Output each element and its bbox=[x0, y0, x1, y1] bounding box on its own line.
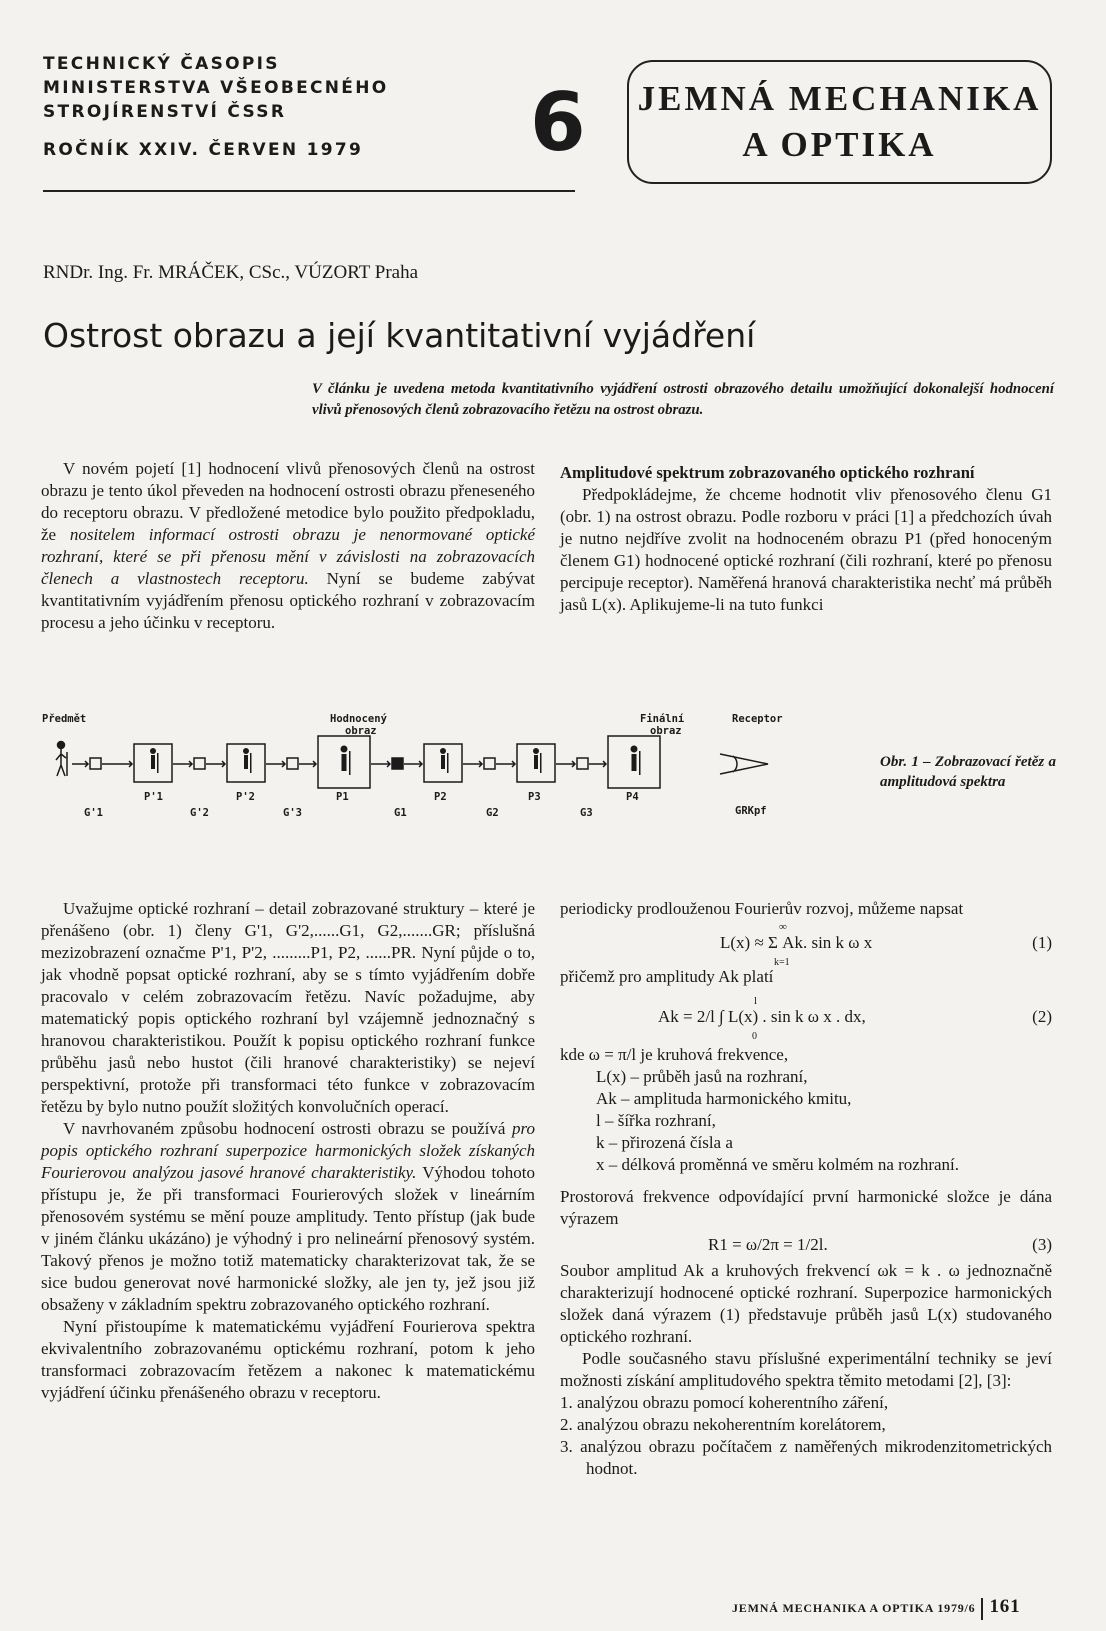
equation-2-int-top: l bbox=[754, 995, 758, 1007]
definition-k: k – přirozená čísla a bbox=[596, 1133, 733, 1152]
left-paragraph-4: Nyní přistoupíme k matematickému vyjádření Fourierova spektra ekvivalentního zobrazovanému optickému rozhraní, potom k jeho transformaci zobrazovacím řetězem a nakonec k matematickému vyjádření účinku přenášeného obrazu v receptoru. bbox=[41, 1317, 535, 1402]
left-p3-emphasis: pro popis optického rozhraní superpozice harmonických složek získaných Fourierovou analýzou jasové hranové charakteristiky. bbox=[41, 1119, 535, 1182]
masthead-rule bbox=[43, 190, 575, 192]
label-finalni-obraz: obraz bbox=[650, 725, 682, 737]
page-footer bbox=[732, 1596, 1020, 1620]
masthead-line-3: STROJÍRENSTVÍ ČSSR bbox=[43, 102, 287, 122]
equation-2-number: (2) bbox=[1032, 1007, 1052, 1026]
image-figure-icon-2 bbox=[243, 748, 252, 773]
equation-1-sum-bottom: k=1 bbox=[774, 957, 790, 968]
left-p3-text-b: Výhodou tohoto přístupu je, že při transformaci Fourierových složek v lineárním přenosovém systému se mění pouze amplitudy. Tento přístup (jak bude v jiném článku ukázáno) je výhodný i pro nelineární přenosový systém. Takový přenos je možno totiž matematicky charakterizovat tak, že se sice budou generovat nové harmonické složky, ale jen ty, jež jsou již obsaženy v základním spektru zobrazovaného optického rozhraní. bbox=[41, 1163, 535, 1314]
journal-title-box bbox=[627, 60, 1052, 184]
right-paragraph-3: přičemž pro amplitudy Ak platí bbox=[560, 967, 774, 986]
label-g1-prime: G'1 bbox=[84, 807, 103, 819]
definition-ak: Ak – amplituda harmonického kmitu, bbox=[596, 1089, 852, 1108]
list-item: 2. analýzou obrazu nekoherentním korelátorem, bbox=[560, 1415, 886, 1434]
journal-title-line-2: A OPTIKA bbox=[742, 125, 937, 164]
label-finalni: Finální bbox=[640, 713, 685, 725]
image-figure-icon-3 bbox=[341, 746, 351, 776]
left-column-bottom bbox=[41, 898, 535, 1404]
intro-paragraph bbox=[41, 458, 535, 634]
right-paragraph-2: periodicky prodlouženou Fourierův rozvoj, můžeme napsat bbox=[560, 899, 964, 918]
definition-l: l – šířka rozhraní, bbox=[596, 1111, 716, 1130]
masthead bbox=[43, 52, 389, 162]
equation-3-formula: R1 = ω/2π = 1/2l. bbox=[708, 1235, 828, 1254]
label-g2-prime: G'2 bbox=[190, 807, 209, 819]
intro-text-a: V novém pojetí [1] hodnocení vlivů přenosových členů na ostrost obrazu je tento úkol převeden na hodnocení ostrosti obrazu přeneseného do receptoru obrazu. V předložené metodice bylo použito předpokladu, že bbox=[41, 459, 535, 544]
left-paragraph-2: Uvažujme optické rozhraní – detail zobrazované struktury – které je přenášeno (obr. 1) členy G'1, G'2,......G1, G2,.......GR; příslušná mezizobrazení označme P'1, P'2, .........P1, P2, ......PR. Nyní půjde o to, jak vhodně popsat optické rozhraní, aby se s tímto vyjádřením dobře pracovalo v celém zobrazovacím řetězu. Navíc požadujme, aby matematický popis optického rozhraní byl vzájemně jednoznačný s hranovou charakteristikou. Použít k popisu optického rozhraní funkce průběhu jasů nebo hustot (čili hranové charakteristiky) se nejeví perspektivní, protože při transformaci této funkce v zobrazovacím řetězu by bylo nutno použít složitých konvolučních operací. bbox=[41, 899, 535, 1116]
page-number: 161 bbox=[989, 1596, 1021, 1617]
left-column-top bbox=[41, 458, 535, 634]
section-heading: Amplitudové spektrum zobrazovaného optického rozhraní bbox=[560, 463, 975, 482]
label-predmet: Předmět bbox=[42, 713, 87, 725]
masthead-line-1: TECHNICKÝ ČASOPIS bbox=[43, 54, 280, 74]
right-paragraph-4: Prostorová frekvence odpovídající první harmonické složce je dána výrazem bbox=[560, 1187, 1052, 1228]
label-p2-prime: P'2 bbox=[236, 791, 255, 803]
equation-2-int-bottom: 0 bbox=[752, 1031, 757, 1042]
footer-journal: JEMNÁ MECHANIKA A OPTIKA 1979/6 bbox=[732, 1601, 976, 1615]
label-hodnoceny-obraz: obraz bbox=[345, 725, 377, 737]
right-paragraph-5: Soubor amplitud Ak a kruhových frekvencí ωk = k . ω jednoznačně charakterizují hodnocené optické rozhraní. Superpozice harmonických složek daná výrazem (1) představuje průběh jasů L(x) studovaného optického rozhraní. bbox=[560, 1261, 1052, 1346]
equation-1-sum-top: ∞ bbox=[779, 921, 787, 933]
receptor-eye-icon bbox=[720, 754, 768, 774]
list-item: 1. analýzou obrazu pomocí koherentního záření, bbox=[560, 1393, 889, 1412]
right-column-bottom bbox=[560, 898, 1052, 1480]
methods-list bbox=[560, 1392, 1052, 1480]
abstract: V článku je uvedena metoda kvantitativního vyjádření ostrosti obrazového detailu umožňující dokonalejší hodnocení vlivů přenosových členů zobrazovacího řetězu na ostrost obrazu. bbox=[312, 381, 1054, 418]
label-hodnoceny: Hodnocený bbox=[330, 713, 387, 725]
equation-2 bbox=[560, 988, 1052, 1042]
equation-1-formula: L(x) ≈ Σ Ak. sin k ω x bbox=[720, 933, 873, 952]
list-item: 3. analýzou obrazu počítačem z naměřených mikrodenzitometrických hodnot. bbox=[560, 1437, 1052, 1478]
equation-1 bbox=[560, 920, 1052, 968]
label-g3: G3 bbox=[580, 807, 593, 819]
label-g2: G2 bbox=[486, 807, 499, 819]
equation-3-number: (3) bbox=[1032, 1235, 1052, 1254]
footer-separator bbox=[981, 1598, 983, 1620]
left-paragraph-3 bbox=[41, 1118, 535, 1316]
right-paragraph-6: Podle současného stavu příslušné experimentální techniky se jeví možnosti získání amplitudového spektra těmito metodami [2], [3]: bbox=[560, 1349, 1052, 1390]
image-figure-icon-1 bbox=[150, 748, 159, 773]
masthead-volume: ROČNÍK XXIV. ČERVEN 1979 bbox=[43, 140, 364, 160]
equation-3 bbox=[560, 1230, 1052, 1260]
label-p3: P3 bbox=[528, 791, 541, 803]
issue-number: 6 bbox=[530, 76, 586, 169]
label-p4: P4 bbox=[626, 791, 639, 803]
definition-omega: kde ω = π/l je kruhová frekvence, bbox=[560, 1045, 789, 1064]
label-g3-prime: G'3 bbox=[283, 807, 302, 819]
figure-caption: Obr. 1 – Zobrazovací řetěz a amplitudová spektra bbox=[880, 754, 1056, 790]
equation-1-number: (1) bbox=[1032, 933, 1052, 952]
object-figure-icon bbox=[56, 742, 67, 777]
label-grkpf: GRKpf bbox=[735, 805, 767, 817]
left-p3-text-a: V navrhovaném způsobu hodnocení ostrosti obrazu se používá bbox=[63, 1119, 512, 1138]
image-figure-icon-5 bbox=[533, 748, 542, 773]
right-column-top bbox=[560, 462, 1052, 616]
imaging-chain-figure bbox=[40, 708, 880, 828]
equation-2-formula: Ak = 2/l ∫ L(x) . sin k ω x . dx, bbox=[658, 1007, 866, 1026]
label-receptor: Receptor bbox=[732, 713, 783, 725]
image-figure-icon-6 bbox=[631, 746, 641, 776]
label-p1: P1 bbox=[336, 791, 349, 803]
author-line: RNDr. Ing. Fr. MRÁČEK, CSc., VÚZORT Praha bbox=[43, 262, 419, 283]
intro-text-b: Nyní se budeme zabývat kvantitativním vyjádřením přenosu optického rozhraní v zobrazovacím procesu a jeho účinku v receptoru. bbox=[41, 569, 535, 632]
right-paragraph-1: Předpokládejme, že chceme hodnotit vliv přenosového členu G1 (obr. 1) na ostrost obrazu. Podle rozboru v práci [1] a předchozích úvah je nutno nejdříve zvolit na hodnoceném obrazu P1 (před honoceným členem G1) hodnocené optické rozhraní (čili rozhraní, které po přenosu percipuje receptor). Naměřená hranová charakteristika nechť má průběh jasů L(x). Aplikujeme-li na tuto funkci bbox=[560, 485, 1052, 614]
label-g1: G1 bbox=[394, 807, 407, 819]
image-figure-icon-4 bbox=[440, 748, 449, 773]
definition-lx: L(x) – průběh jasů na rozhraní, bbox=[596, 1067, 808, 1086]
label-p2: P2 bbox=[434, 791, 447, 803]
symbol-definitions bbox=[560, 1044, 1052, 1176]
definition-x: x – délková proměnná ve směru kolmém na rozhraní. bbox=[596, 1155, 960, 1174]
label-p1-prime: P'1 bbox=[144, 791, 163, 803]
intro-text-emphasis: nositelem informací ostrosti obrazu je nenormované optické rozhraní, které se při přenosu mění v závislosti na zobrazovacích členech a vlastnostech receptoru. bbox=[41, 525, 535, 588]
journal-title-line-1: JEMNÁ MECHANIKA bbox=[637, 79, 1042, 118]
article-title: Ostrost obrazu a její kvantitativní vyjádření bbox=[43, 316, 756, 355]
masthead-line-2: MINISTERSTVA VŠEOBECNÉHO bbox=[43, 78, 389, 98]
